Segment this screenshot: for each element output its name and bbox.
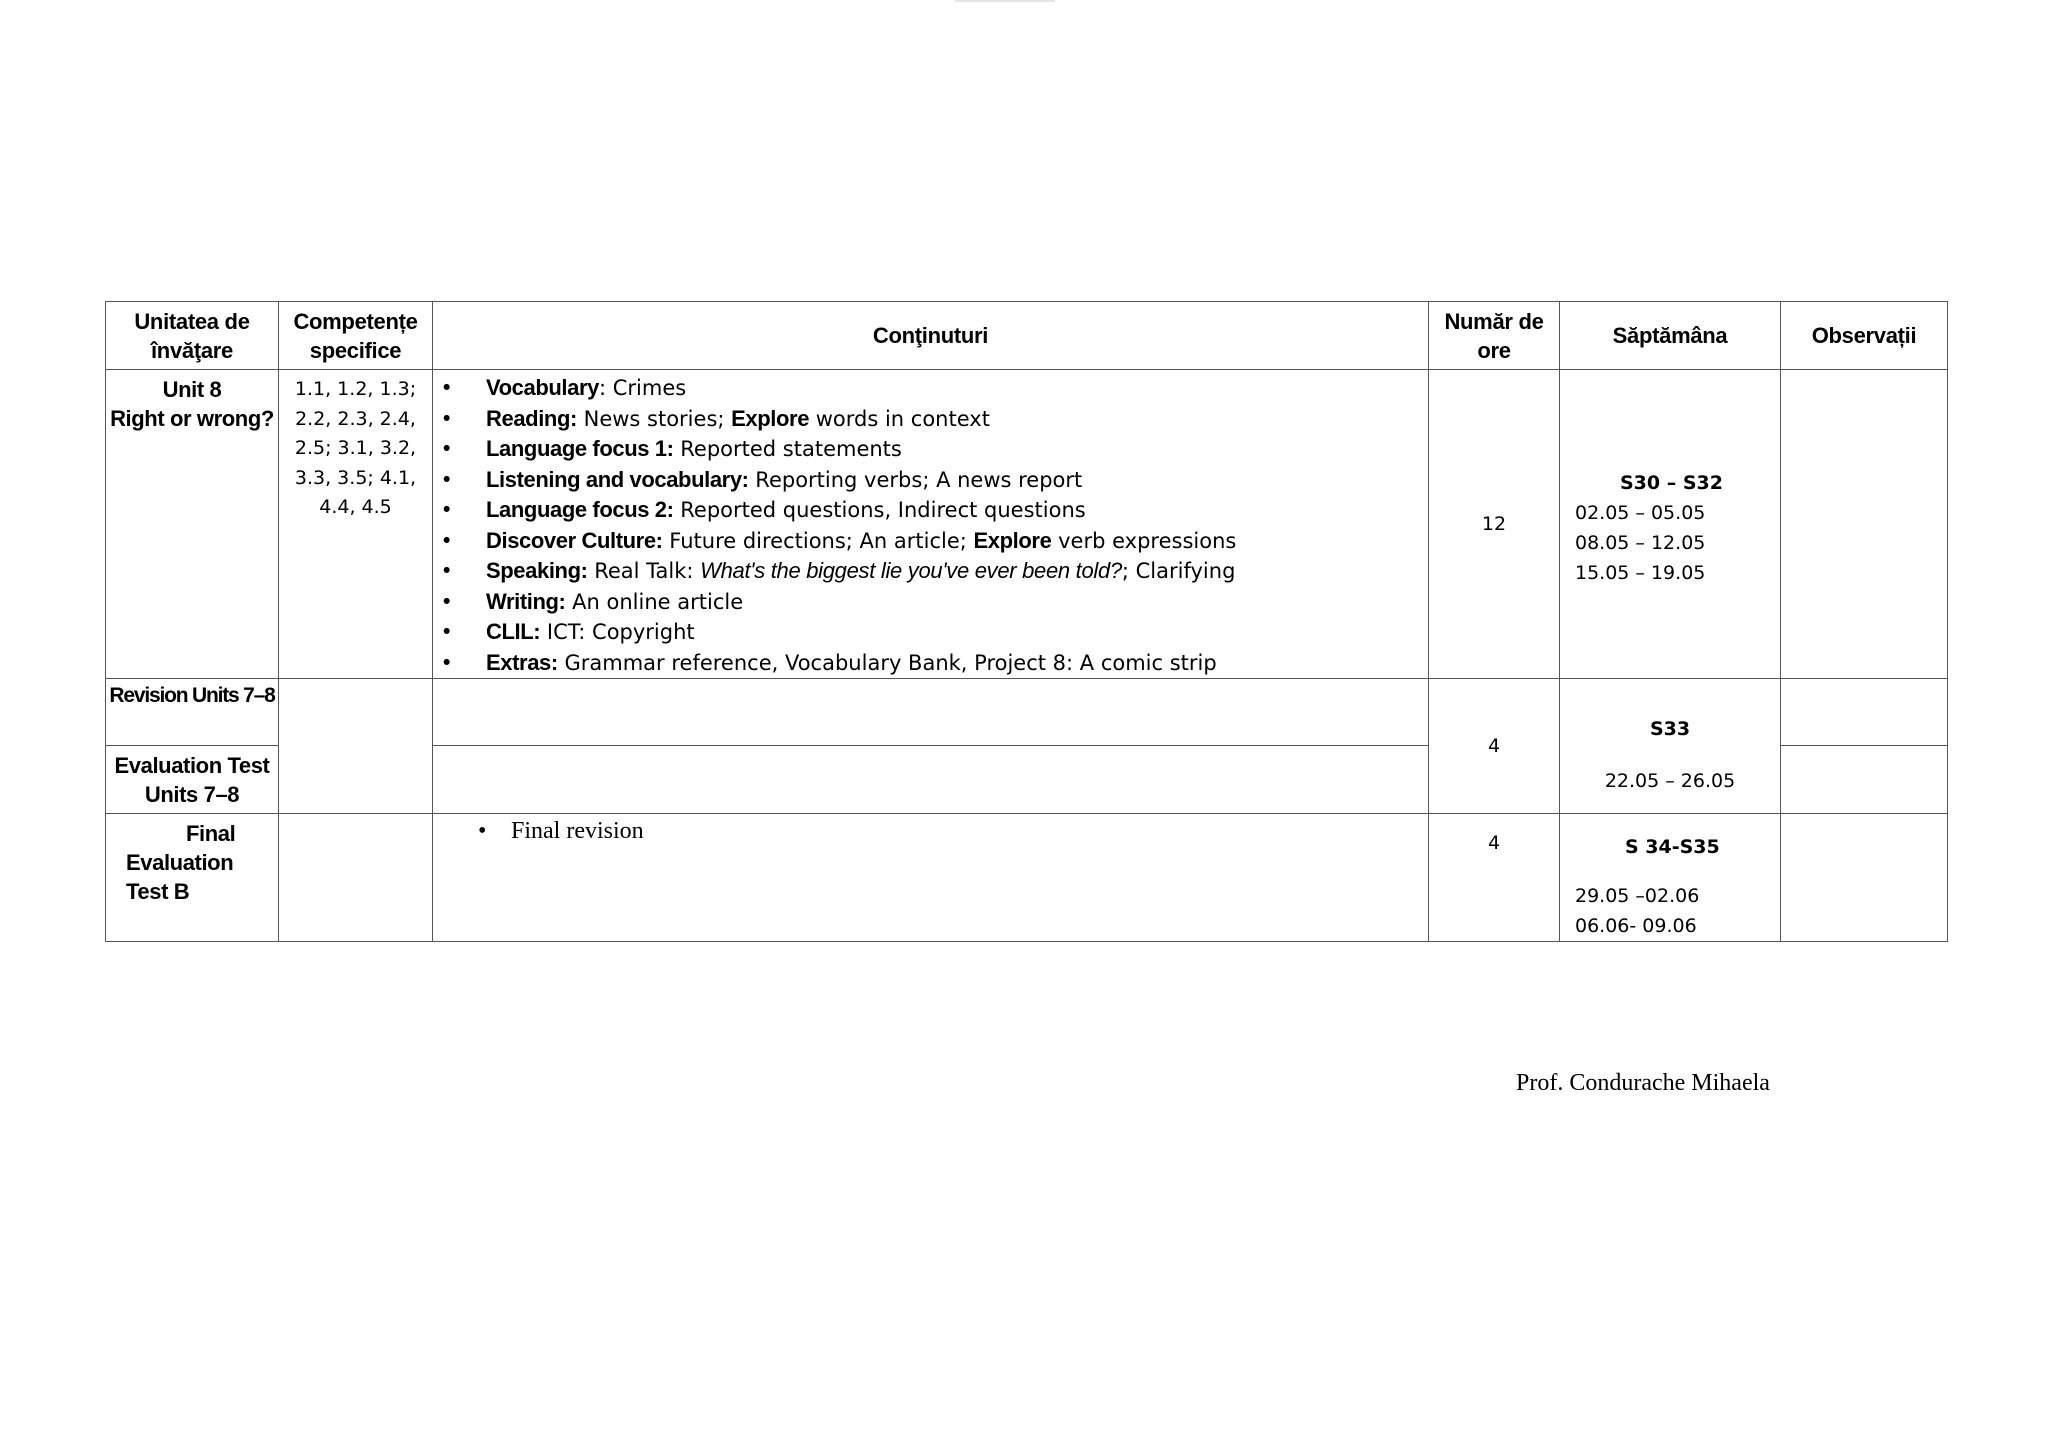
week-range: S33 [1649, 718, 1691, 740]
teacher-signature: Prof. Condurache Mihaela [1516, 1070, 1770, 1096]
list-item: • Speaking: Real Talk: What's the biggest lie you've ever been told?; Clarifying [433, 556, 1428, 587]
final-row [106, 814, 1948, 942]
header-hours: Număr de ore [1429, 302, 1560, 370]
unit8-weeks [1560, 370, 1781, 679]
list-item: • CLIL: ICT: Copyright [433, 617, 1428, 648]
header-contents: Conţinuturi [433, 302, 1429, 370]
date-range: 02.05 – 05.05 [1575, 502, 1706, 524]
final-competences [279, 814, 433, 942]
header-week: Săptămâna [1560, 302, 1781, 370]
scan-mark [955, 0, 1055, 2]
unit8-hours: 12 [1429, 370, 1560, 679]
revision-hours: 4 [1429, 679, 1560, 814]
header-observations: Observații [1781, 302, 1948, 370]
date-range: 29.05 –02.06 [1575, 885, 1700, 907]
revision-title: Revision Units 7–8 [106, 679, 279, 746]
week-range: S 34-S35 [1625, 836, 1720, 858]
list-item: • Listening and vocabulary: Reporting verbs; A news report [433, 465, 1428, 496]
final-contents [433, 814, 1429, 942]
planning-table [105, 301, 1948, 942]
final-observations [1781, 814, 1948, 942]
revision-observations [1781, 679, 1948, 746]
unit8-row [106, 370, 1948, 679]
evaluation-observations [1781, 746, 1948, 814]
final-weeks [1560, 814, 1781, 942]
list-item: • Language focus 1: Reported statements [433, 434, 1428, 465]
date-range: 08.05 – 12.05 [1575, 532, 1706, 554]
date-range: 22.05 – 26.05 [1604, 770, 1736, 792]
revision-weeks [1560, 679, 1781, 814]
evaluation-title: Evaluation Test Units 7–8 [106, 746, 279, 814]
final-title: Final Evaluation Test B [106, 814, 279, 942]
date-range: 15.05 – 19.05 [1575, 562, 1706, 584]
list-item: • Vocabulary: Crimes [433, 373, 1428, 404]
unit8-title [106, 370, 279, 679]
contents-list [433, 373, 1428, 678]
header-row [106, 302, 1948, 370]
list-item: • Extras: Grammar reference, Vocabulary Bank, Project 8: A comic strip [433, 648, 1428, 679]
list-item: • Reading: News stories; Explore words in context [433, 404, 1428, 435]
header-competences: Competențe specifice [279, 302, 433, 370]
list-item: • Language focus 2: Reported questions, Indirect questions [433, 495, 1428, 526]
unit8-contents [433, 370, 1429, 679]
final-hours: 4 [1429, 814, 1560, 942]
date-range: 06.06- 09.06 [1575, 915, 1697, 937]
week-range: S30 – S32 [1620, 472, 1723, 494]
revision-row [106, 679, 1948, 746]
list-item: • Discover Culture: Future directions; An article; Explore verb expressions [433, 526, 1428, 557]
list-item: • Writing: An online article [433, 587, 1428, 618]
unit-name: Right or wrong? [110, 406, 274, 431]
evaluation-contents [433, 746, 1429, 814]
header-unit: Unitatea de învăţare [106, 302, 279, 370]
revision-contents [433, 679, 1429, 746]
list-item: • Final revision [433, 816, 1428, 846]
unit8-competences: 1.1, 1.2, 1.3; 2.2, 2.3, 2.4, 2.5; 3.1, 3.2, 3.3, 3.5; 4.1, 4.4, 4.5 [279, 370, 433, 679]
revision-competences [279, 679, 433, 814]
unit8-observations [1781, 370, 1948, 679]
unit-number: Unit 8 [162, 377, 222, 402]
